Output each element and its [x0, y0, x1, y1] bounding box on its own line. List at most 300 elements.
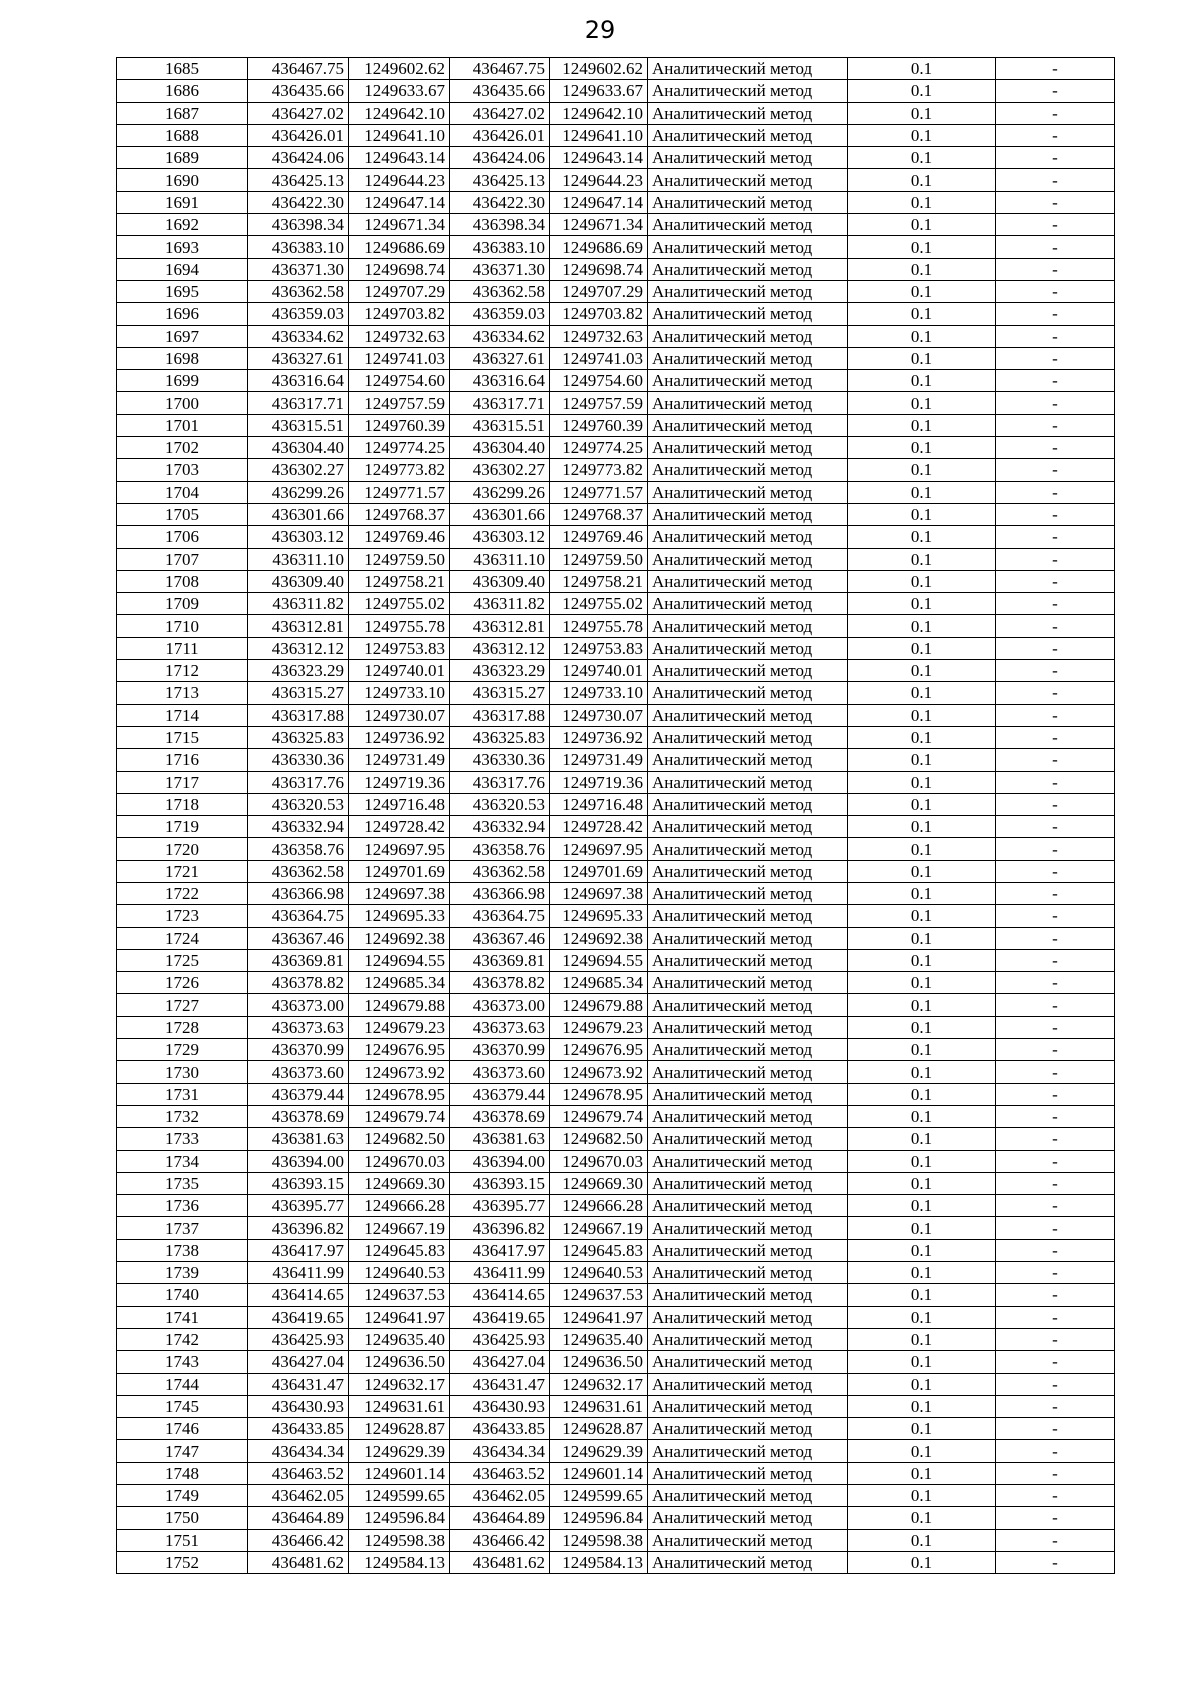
- y-old-cell: 1249773.82: [349, 459, 450, 481]
- x-new-cell: 436430.93: [450, 1395, 550, 1417]
- accuracy-cell: 0.1: [848, 325, 996, 347]
- accuracy-cell: 0.1: [848, 771, 996, 793]
- y-old-cell: 1249679.74: [349, 1105, 450, 1127]
- y-new-cell: 1249673.92: [550, 1061, 648, 1083]
- x-new-cell: 436366.98: [450, 882, 550, 904]
- x-new-cell: 436481.62: [450, 1551, 550, 1573]
- accuracy-cell: 0.1: [848, 1239, 996, 1261]
- y-new-cell: 1249679.23: [550, 1016, 648, 1038]
- point-number-cell: 1692: [117, 214, 248, 236]
- x-old-cell: 436427.02: [248, 102, 349, 124]
- y-old-cell: 1249728.42: [349, 816, 450, 838]
- point-number-cell: 1718: [117, 793, 248, 815]
- y-old-cell: 1249671.34: [349, 214, 450, 236]
- y-old-cell: 1249730.07: [349, 704, 450, 726]
- x-old-cell: 436411.99: [248, 1262, 349, 1284]
- note-cell: -: [996, 1083, 1115, 1105]
- point-number-cell: 1690: [117, 169, 248, 191]
- y-old-cell: 1249632.17: [349, 1373, 450, 1395]
- y-old-cell: 1249669.30: [349, 1172, 450, 1194]
- y-new-cell: 1249758.21: [550, 570, 648, 592]
- note-cell: -: [996, 1105, 1115, 1127]
- note-cell: -: [996, 124, 1115, 146]
- accuracy-cell: 0.1: [848, 102, 996, 124]
- table-row: [117, 1061, 1115, 1083]
- y-new-cell: 1249629.39: [550, 1440, 648, 1462]
- method-cell: Аналитический метод: [648, 1395, 848, 1417]
- x-old-cell: 436370.99: [248, 1039, 349, 1061]
- x-old-cell: 436304.40: [248, 437, 349, 459]
- x-old-cell: 436422.30: [248, 191, 349, 213]
- note-cell: -: [996, 1328, 1115, 1350]
- x-old-cell: 436366.98: [248, 882, 349, 904]
- accuracy-cell: 0.1: [848, 1105, 996, 1127]
- x-new-cell: 436379.44: [450, 1083, 550, 1105]
- y-old-cell: 1249707.29: [349, 280, 450, 302]
- note-cell: -: [996, 1262, 1115, 1284]
- point-number-cell: 1695: [117, 280, 248, 302]
- method-cell: Аналитический метод: [648, 793, 848, 815]
- method-cell: Аналитический метод: [648, 236, 848, 258]
- y-new-cell: 1249754.60: [550, 370, 648, 392]
- y-new-cell: 1249697.38: [550, 882, 648, 904]
- point-number-cell: 1693: [117, 236, 248, 258]
- x-new-cell: 436330.36: [450, 749, 550, 771]
- note-cell: -: [996, 347, 1115, 369]
- point-number-cell: 1748: [117, 1462, 248, 1484]
- note-cell: -: [996, 1551, 1115, 1573]
- point-number-cell: 1702: [117, 437, 248, 459]
- accuracy-cell: 0.1: [848, 414, 996, 436]
- note-cell: -: [996, 994, 1115, 1016]
- point-number-cell: 1742: [117, 1328, 248, 1350]
- method-cell: Аналитический метод: [648, 1061, 848, 1083]
- y-old-cell: 1249682.50: [349, 1128, 450, 1150]
- accuracy-cell: 0.1: [848, 347, 996, 369]
- x-new-cell: 436426.01: [450, 124, 550, 146]
- accuracy-cell: 0.1: [848, 660, 996, 682]
- table-row: [117, 1239, 1115, 1261]
- y-old-cell: 1249631.61: [349, 1395, 450, 1417]
- x-old-cell: 436383.10: [248, 236, 349, 258]
- y-old-cell: 1249685.34: [349, 972, 450, 994]
- table-row: [117, 58, 1115, 80]
- point-number-cell: 1711: [117, 637, 248, 659]
- table-row: [117, 927, 1115, 949]
- note-cell: -: [996, 437, 1115, 459]
- point-number-cell: 1723: [117, 905, 248, 927]
- point-number-cell: 1699: [117, 370, 248, 392]
- x-new-cell: 436422.30: [450, 191, 550, 213]
- y-new-cell: 1249768.37: [550, 503, 648, 525]
- method-cell: Аналитический метод: [648, 972, 848, 994]
- x-new-cell: 436464.89: [450, 1507, 550, 1529]
- x-old-cell: 436419.65: [248, 1306, 349, 1328]
- y-old-cell: 1249640.53: [349, 1262, 450, 1284]
- y-new-cell: 1249755.02: [550, 593, 648, 615]
- x-old-cell: 436369.81: [248, 949, 349, 971]
- x-old-cell: 436371.30: [248, 258, 349, 280]
- x-new-cell: 436315.27: [450, 682, 550, 704]
- accuracy-cell: 0.1: [848, 793, 996, 815]
- accuracy-cell: 0.1: [848, 682, 996, 704]
- y-old-cell: 1249673.92: [349, 1061, 450, 1083]
- point-number-cell: 1697: [117, 325, 248, 347]
- y-old-cell: 1249679.88: [349, 994, 450, 1016]
- note-cell: -: [996, 481, 1115, 503]
- method-cell: Аналитический метод: [648, 905, 848, 927]
- y-new-cell: 1249635.40: [550, 1328, 648, 1350]
- accuracy-cell: 0.1: [848, 370, 996, 392]
- x-old-cell: 436317.88: [248, 704, 349, 726]
- method-cell: Аналитический метод: [648, 325, 848, 347]
- y-new-cell: 1249676.95: [550, 1039, 648, 1061]
- table-row: [117, 370, 1115, 392]
- x-new-cell: 436373.60: [450, 1061, 550, 1083]
- x-old-cell: 436395.77: [248, 1195, 349, 1217]
- y-old-cell: 1249697.95: [349, 838, 450, 860]
- y-old-cell: 1249719.36: [349, 771, 450, 793]
- x-new-cell: 436362.58: [450, 860, 550, 882]
- x-new-cell: 436411.99: [450, 1262, 550, 1284]
- x-old-cell: 436427.04: [248, 1351, 349, 1373]
- accuracy-cell: 0.1: [848, 570, 996, 592]
- note-cell: -: [996, 882, 1115, 904]
- x-old-cell: 436315.27: [248, 682, 349, 704]
- note-cell: -: [996, 1061, 1115, 1083]
- accuracy-cell: 0.1: [848, 994, 996, 1016]
- method-cell: Аналитический метод: [648, 1105, 848, 1127]
- x-old-cell: 436327.61: [248, 347, 349, 369]
- y-old-cell: 1249628.87: [349, 1418, 450, 1440]
- note-cell: -: [996, 147, 1115, 169]
- accuracy-cell: 0.1: [848, 860, 996, 882]
- table-row: [117, 1172, 1115, 1194]
- y-new-cell: 1249736.92: [550, 726, 648, 748]
- x-old-cell: 436323.29: [248, 660, 349, 682]
- note-cell: -: [996, 1128, 1115, 1150]
- table-row: [117, 860, 1115, 882]
- method-cell: Аналитический метод: [648, 726, 848, 748]
- y-new-cell: 1249753.83: [550, 637, 648, 659]
- accuracy-cell: 0.1: [848, 1016, 996, 1038]
- table-row: [117, 1418, 1115, 1440]
- x-new-cell: 436373.00: [450, 994, 550, 1016]
- y-new-cell: 1249598.38: [550, 1529, 648, 1551]
- x-new-cell: 436311.10: [450, 548, 550, 570]
- note-cell: -: [996, 749, 1115, 771]
- note-cell: -: [996, 860, 1115, 882]
- y-new-cell: 1249670.03: [550, 1150, 648, 1172]
- table-row: [117, 1306, 1115, 1328]
- table-row: [117, 459, 1115, 481]
- y-old-cell: 1249602.62: [349, 58, 450, 80]
- y-new-cell: 1249731.49: [550, 749, 648, 771]
- x-old-cell: 436364.75: [248, 905, 349, 927]
- accuracy-cell: 0.1: [848, 1284, 996, 1306]
- x-new-cell: 436367.46: [450, 927, 550, 949]
- y-old-cell: 1249598.38: [349, 1529, 450, 1551]
- y-old-cell: 1249666.28: [349, 1195, 450, 1217]
- y-old-cell: 1249774.25: [349, 437, 450, 459]
- y-old-cell: 1249637.53: [349, 1284, 450, 1306]
- method-cell: Аналитический метод: [648, 1128, 848, 1150]
- y-new-cell: 1249644.23: [550, 169, 648, 191]
- accuracy-cell: 0.1: [848, 392, 996, 414]
- accuracy-cell: 0.1: [848, 1195, 996, 1217]
- note-cell: -: [996, 191, 1115, 213]
- accuracy-cell: 0.1: [848, 749, 996, 771]
- table-row: [117, 816, 1115, 838]
- y-new-cell: 1249769.46: [550, 526, 648, 548]
- method-cell: Аналитический метод: [648, 280, 848, 302]
- x-new-cell: 436371.30: [450, 258, 550, 280]
- x-new-cell: 436316.64: [450, 370, 550, 392]
- y-new-cell: 1249694.55: [550, 949, 648, 971]
- x-new-cell: 436370.99: [450, 1039, 550, 1061]
- table-row: [117, 347, 1115, 369]
- x-new-cell: 436427.02: [450, 102, 550, 124]
- table-row: [117, 1507, 1115, 1529]
- y-old-cell: 1249694.55: [349, 949, 450, 971]
- point-number-cell: 1749: [117, 1485, 248, 1507]
- table-row: [117, 392, 1115, 414]
- y-new-cell: 1249637.53: [550, 1284, 648, 1306]
- note-cell: -: [996, 1373, 1115, 1395]
- point-number-cell: 1716: [117, 749, 248, 771]
- x-new-cell: 436419.65: [450, 1306, 550, 1328]
- accuracy-cell: 0.1: [848, 1462, 996, 1484]
- table-row: [117, 548, 1115, 570]
- table-row: [117, 214, 1115, 236]
- method-cell: Аналитический метод: [648, 1328, 848, 1350]
- x-old-cell: 436467.75: [248, 58, 349, 80]
- table-row: [117, 169, 1115, 191]
- x-old-cell: 436334.62: [248, 325, 349, 347]
- note-cell: -: [996, 1217, 1115, 1239]
- accuracy-cell: 0.1: [848, 437, 996, 459]
- x-new-cell: 436381.63: [450, 1128, 550, 1150]
- x-old-cell: 436373.00: [248, 994, 349, 1016]
- x-old-cell: 436463.52: [248, 1462, 349, 1484]
- note-cell: -: [996, 548, 1115, 570]
- y-new-cell: 1249631.61: [550, 1395, 648, 1417]
- accuracy-cell: 0.1: [848, 191, 996, 213]
- y-new-cell: 1249679.74: [550, 1105, 648, 1127]
- y-new-cell: 1249771.57: [550, 481, 648, 503]
- table-row: [117, 1284, 1115, 1306]
- point-number-cell: 1725: [117, 949, 248, 971]
- x-new-cell: 436433.85: [450, 1418, 550, 1440]
- note-cell: -: [996, 905, 1115, 927]
- accuracy-cell: 0.1: [848, 548, 996, 570]
- y-old-cell: 1249667.19: [349, 1217, 450, 1239]
- method-cell: Аналитический метод: [648, 949, 848, 971]
- method-cell: Аналитический метод: [648, 1195, 848, 1217]
- note-cell: -: [996, 660, 1115, 682]
- method-cell: Аналитический метод: [648, 548, 848, 570]
- note-cell: -: [996, 1485, 1115, 1507]
- x-old-cell: 436301.66: [248, 503, 349, 525]
- y-new-cell: 1249757.59: [550, 392, 648, 414]
- x-new-cell: 436302.27: [450, 459, 550, 481]
- y-new-cell: 1249667.19: [550, 1217, 648, 1239]
- table-row: [117, 593, 1115, 615]
- x-old-cell: 436381.63: [248, 1128, 349, 1150]
- table-row: [117, 1016, 1115, 1038]
- method-cell: Аналитический метод: [648, 124, 848, 146]
- y-old-cell: 1249641.10: [349, 124, 450, 146]
- x-old-cell: 436424.06: [248, 147, 349, 169]
- accuracy-cell: 0.1: [848, 236, 996, 258]
- point-number-cell: 1715: [117, 726, 248, 748]
- table-row: [117, 303, 1115, 325]
- y-new-cell: 1249599.65: [550, 1485, 648, 1507]
- x-new-cell: 436301.66: [450, 503, 550, 525]
- y-new-cell: 1249643.14: [550, 147, 648, 169]
- table-row: [117, 726, 1115, 748]
- table-row: [117, 147, 1115, 169]
- y-new-cell: 1249686.69: [550, 236, 648, 258]
- table-row: [117, 637, 1115, 659]
- table-row: [117, 258, 1115, 280]
- accuracy-cell: 0.1: [848, 972, 996, 994]
- x-old-cell: 436299.26: [248, 481, 349, 503]
- x-new-cell: 436317.71: [450, 392, 550, 414]
- x-old-cell: 436396.82: [248, 1217, 349, 1239]
- x-old-cell: 436378.82: [248, 972, 349, 994]
- method-cell: Аналитический метод: [648, 214, 848, 236]
- method-cell: Аналитический метод: [648, 1262, 848, 1284]
- note-cell: -: [996, 771, 1115, 793]
- table-row: [117, 615, 1115, 637]
- method-cell: Аналитический метод: [648, 860, 848, 882]
- accuracy-cell: 0.1: [848, 704, 996, 726]
- table-row: [117, 1083, 1115, 1105]
- x-old-cell: 436311.10: [248, 548, 349, 570]
- accuracy-cell: 0.1: [848, 503, 996, 525]
- method-cell: Аналитический метод: [648, 1551, 848, 1573]
- y-old-cell: 1249740.01: [349, 660, 450, 682]
- x-old-cell: 436320.53: [248, 793, 349, 815]
- accuracy-cell: 0.1: [848, 169, 996, 191]
- x-new-cell: 436362.58: [450, 280, 550, 302]
- accuracy-cell: 0.1: [848, 1418, 996, 1440]
- point-number-cell: 1709: [117, 593, 248, 615]
- point-number-cell: 1739: [117, 1262, 248, 1284]
- note-cell: -: [996, 1195, 1115, 1217]
- x-old-cell: 436317.76: [248, 771, 349, 793]
- x-new-cell: 436311.82: [450, 593, 550, 615]
- x-new-cell: 436431.47: [450, 1373, 550, 1395]
- y-old-cell: 1249629.39: [349, 1440, 450, 1462]
- x-old-cell: 436414.65: [248, 1284, 349, 1306]
- x-old-cell: 436435.66: [248, 80, 349, 102]
- table-row: [117, 1328, 1115, 1350]
- note-cell: -: [996, 593, 1115, 615]
- point-number-cell: 1688: [117, 124, 248, 146]
- note-cell: -: [996, 816, 1115, 838]
- note-cell: -: [996, 1507, 1115, 1529]
- x-old-cell: 436373.60: [248, 1061, 349, 1083]
- table-row: [117, 1395, 1115, 1417]
- y-old-cell: 1249635.40: [349, 1328, 450, 1350]
- note-cell: -: [996, 726, 1115, 748]
- accuracy-cell: 0.1: [848, 80, 996, 102]
- table-row: [117, 1262, 1115, 1284]
- y-new-cell: 1249647.14: [550, 191, 648, 213]
- point-number-cell: 1686: [117, 80, 248, 102]
- x-new-cell: 436304.40: [450, 437, 550, 459]
- method-cell: Аналитический метод: [648, 526, 848, 548]
- table-body: [117, 58, 1115, 1574]
- x-new-cell: 436323.29: [450, 660, 550, 682]
- x-new-cell: 436395.77: [450, 1195, 550, 1217]
- point-number-cell: 1735: [117, 1172, 248, 1194]
- note-cell: -: [996, 838, 1115, 860]
- y-new-cell: 1249733.10: [550, 682, 648, 704]
- x-old-cell: 436464.89: [248, 1507, 349, 1529]
- point-number-cell: 1727: [117, 994, 248, 1016]
- note-cell: -: [996, 570, 1115, 592]
- table-row: [117, 414, 1115, 436]
- y-new-cell: 1249645.83: [550, 1239, 648, 1261]
- point-number-cell: 1703: [117, 459, 248, 481]
- point-number-cell: 1698: [117, 347, 248, 369]
- method-cell: Аналитический метод: [648, 838, 848, 860]
- point-number-cell: 1729: [117, 1039, 248, 1061]
- method-cell: Аналитический метод: [648, 370, 848, 392]
- x-old-cell: 436394.00: [248, 1150, 349, 1172]
- y-old-cell: 1249692.38: [349, 927, 450, 949]
- method-cell: Аналитический метод: [648, 1351, 848, 1373]
- x-new-cell: 436427.04: [450, 1351, 550, 1373]
- method-cell: Аналитический метод: [648, 503, 848, 525]
- y-old-cell: 1249641.97: [349, 1306, 450, 1328]
- point-number-cell: 1738: [117, 1239, 248, 1261]
- x-new-cell: 436312.81: [450, 615, 550, 637]
- x-new-cell: 436309.40: [450, 570, 550, 592]
- x-new-cell: 436434.34: [450, 1440, 550, 1462]
- table-row: [117, 905, 1115, 927]
- note-cell: -: [996, 392, 1115, 414]
- table-row: [117, 526, 1115, 548]
- table-row: [117, 1128, 1115, 1150]
- y-new-cell: 1249698.74: [550, 258, 648, 280]
- y-new-cell: 1249641.10: [550, 124, 648, 146]
- table-row: [117, 660, 1115, 682]
- point-number-cell: 1734: [117, 1150, 248, 1172]
- x-new-cell: 436369.81: [450, 949, 550, 971]
- accuracy-cell: 0.1: [848, 258, 996, 280]
- point-number-cell: 1707: [117, 548, 248, 570]
- y-old-cell: 1249703.82: [349, 303, 450, 325]
- table-row: [117, 882, 1115, 904]
- note-cell: -: [996, 58, 1115, 80]
- note-cell: -: [996, 1016, 1115, 1038]
- accuracy-cell: 0.1: [848, 726, 996, 748]
- y-old-cell: 1249596.84: [349, 1507, 450, 1529]
- y-new-cell: 1249666.28: [550, 1195, 648, 1217]
- y-new-cell: 1249632.17: [550, 1373, 648, 1395]
- x-new-cell: 436462.05: [450, 1485, 550, 1507]
- y-old-cell: 1249701.69: [349, 860, 450, 882]
- y-old-cell: 1249755.02: [349, 593, 450, 615]
- x-old-cell: 436379.44: [248, 1083, 349, 1105]
- point-number-cell: 1687: [117, 102, 248, 124]
- x-new-cell: 436383.10: [450, 236, 550, 258]
- method-cell: Аналитический метод: [648, 191, 848, 213]
